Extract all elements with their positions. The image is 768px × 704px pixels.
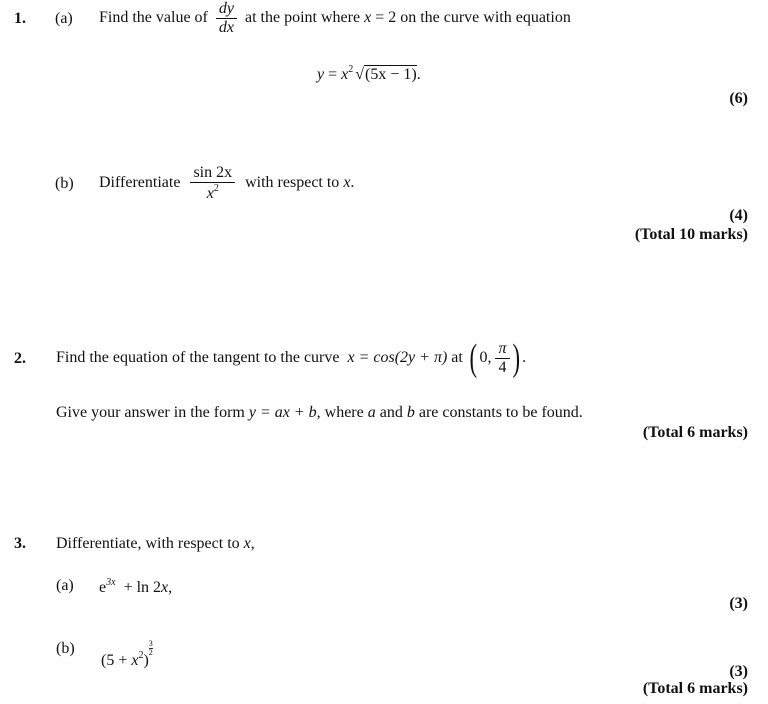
q3-total-marks: (Total 6 marks)	[642, 680, 748, 697]
q1b-text-before: Differentiate	[99, 173, 181, 191]
q1a-text-after-1: at the point where	[244, 8, 361, 26]
question-3-intro: Differentiate, with respect to x,	[56, 535, 255, 552]
pi-over-4-fraction	[495, 340, 509, 376]
question-1a-text	[99, 0, 571, 36]
question-2-text: Find the equation of the tangent to the curve x = cos(2y + π) at ( 0, $\frac{\pi}{4}$ ) .	[56, 337, 527, 380]
eq-base: x	[341, 66, 349, 83]
question-2-number: 2.	[14, 350, 26, 367]
question-3a-expression: $e^{3x} + \ln 2x$,	[99, 577, 173, 596]
q1a-text-before: Find the value of	[99, 8, 208, 26]
question-3b-label: (b)	[56, 640, 75, 657]
q2-text-before: Find the equation of the tangent to the curve	[56, 349, 340, 366]
q1a-marks: (6)	[729, 90, 748, 107]
sqrt-radicand: (5x − 1)	[365, 66, 417, 83]
three-halves-exponent: $\frac{3}{2}$	[148, 639, 153, 657]
q2-at: at	[451, 349, 463, 366]
question-2-line2: Give your answer in the form y = ax + b, where a and b are constants to be found.	[56, 404, 583, 421]
eq-exponent: 2	[348, 64, 354, 75]
question-3b-expression: $(5 + x^2)$ $\frac{3}{2}$	[101, 639, 153, 669]
q1-total-marks: (Total 10 marks)	[634, 226, 748, 243]
fraction-numerator: π	[495, 340, 509, 359]
q1b-text-after: with respect to	[245, 173, 340, 191]
q3b-marks: (3)	[729, 663, 748, 680]
question-3a-label: (a)	[56, 577, 74, 594]
fraction-denominator: $x^2$	[206, 182, 219, 202]
fraction-denominator: dx	[218, 18, 234, 36]
q3a-marks: (3)	[729, 595, 748, 612]
question-1b-label: (b)	[55, 175, 74, 192]
q2-equation: x = cos(2y + π)	[347, 349, 448, 366]
sqrt-symbol: √	[355, 66, 365, 83]
fraction-denominator: 4	[498, 358, 507, 376]
q1a-equation	[317, 64, 421, 84]
answer-form: y = ax + b	[248, 404, 317, 421]
open-paren: (	[469, 337, 477, 380]
sin2x-over-x2-fraction	[190, 164, 235, 202]
eq-equals: =	[324, 66, 342, 83]
eq-end: .	[416, 66, 421, 83]
question-3-number: 3.	[14, 535, 26, 552]
question-1a-label: (a)	[55, 10, 73, 27]
q1a-var-x: x	[364, 8, 372, 26]
q2-total-marks: (Total 6 marks)	[642, 424, 748, 441]
q1b-marks: (4)	[729, 207, 748, 224]
fraction-numerator: sin 2x	[190, 164, 235, 183]
point-first: 0,	[479, 349, 492, 366]
close-paren: )	[512, 337, 520, 380]
q1a-text-after-2: = 2 on the curve with equation	[375, 8, 571, 26]
dy-dx-fraction	[216, 0, 237, 36]
question-1b-text: Differentiate $\frac{\sin 2x}{x^2}$ with respect to x.	[99, 164, 355, 202]
eq-lhs: y	[317, 66, 325, 83]
fraction-numerator: dy	[216, 0, 237, 19]
question-1-number: 1.	[14, 10, 26, 27]
q1b-var: x	[343, 173, 351, 191]
